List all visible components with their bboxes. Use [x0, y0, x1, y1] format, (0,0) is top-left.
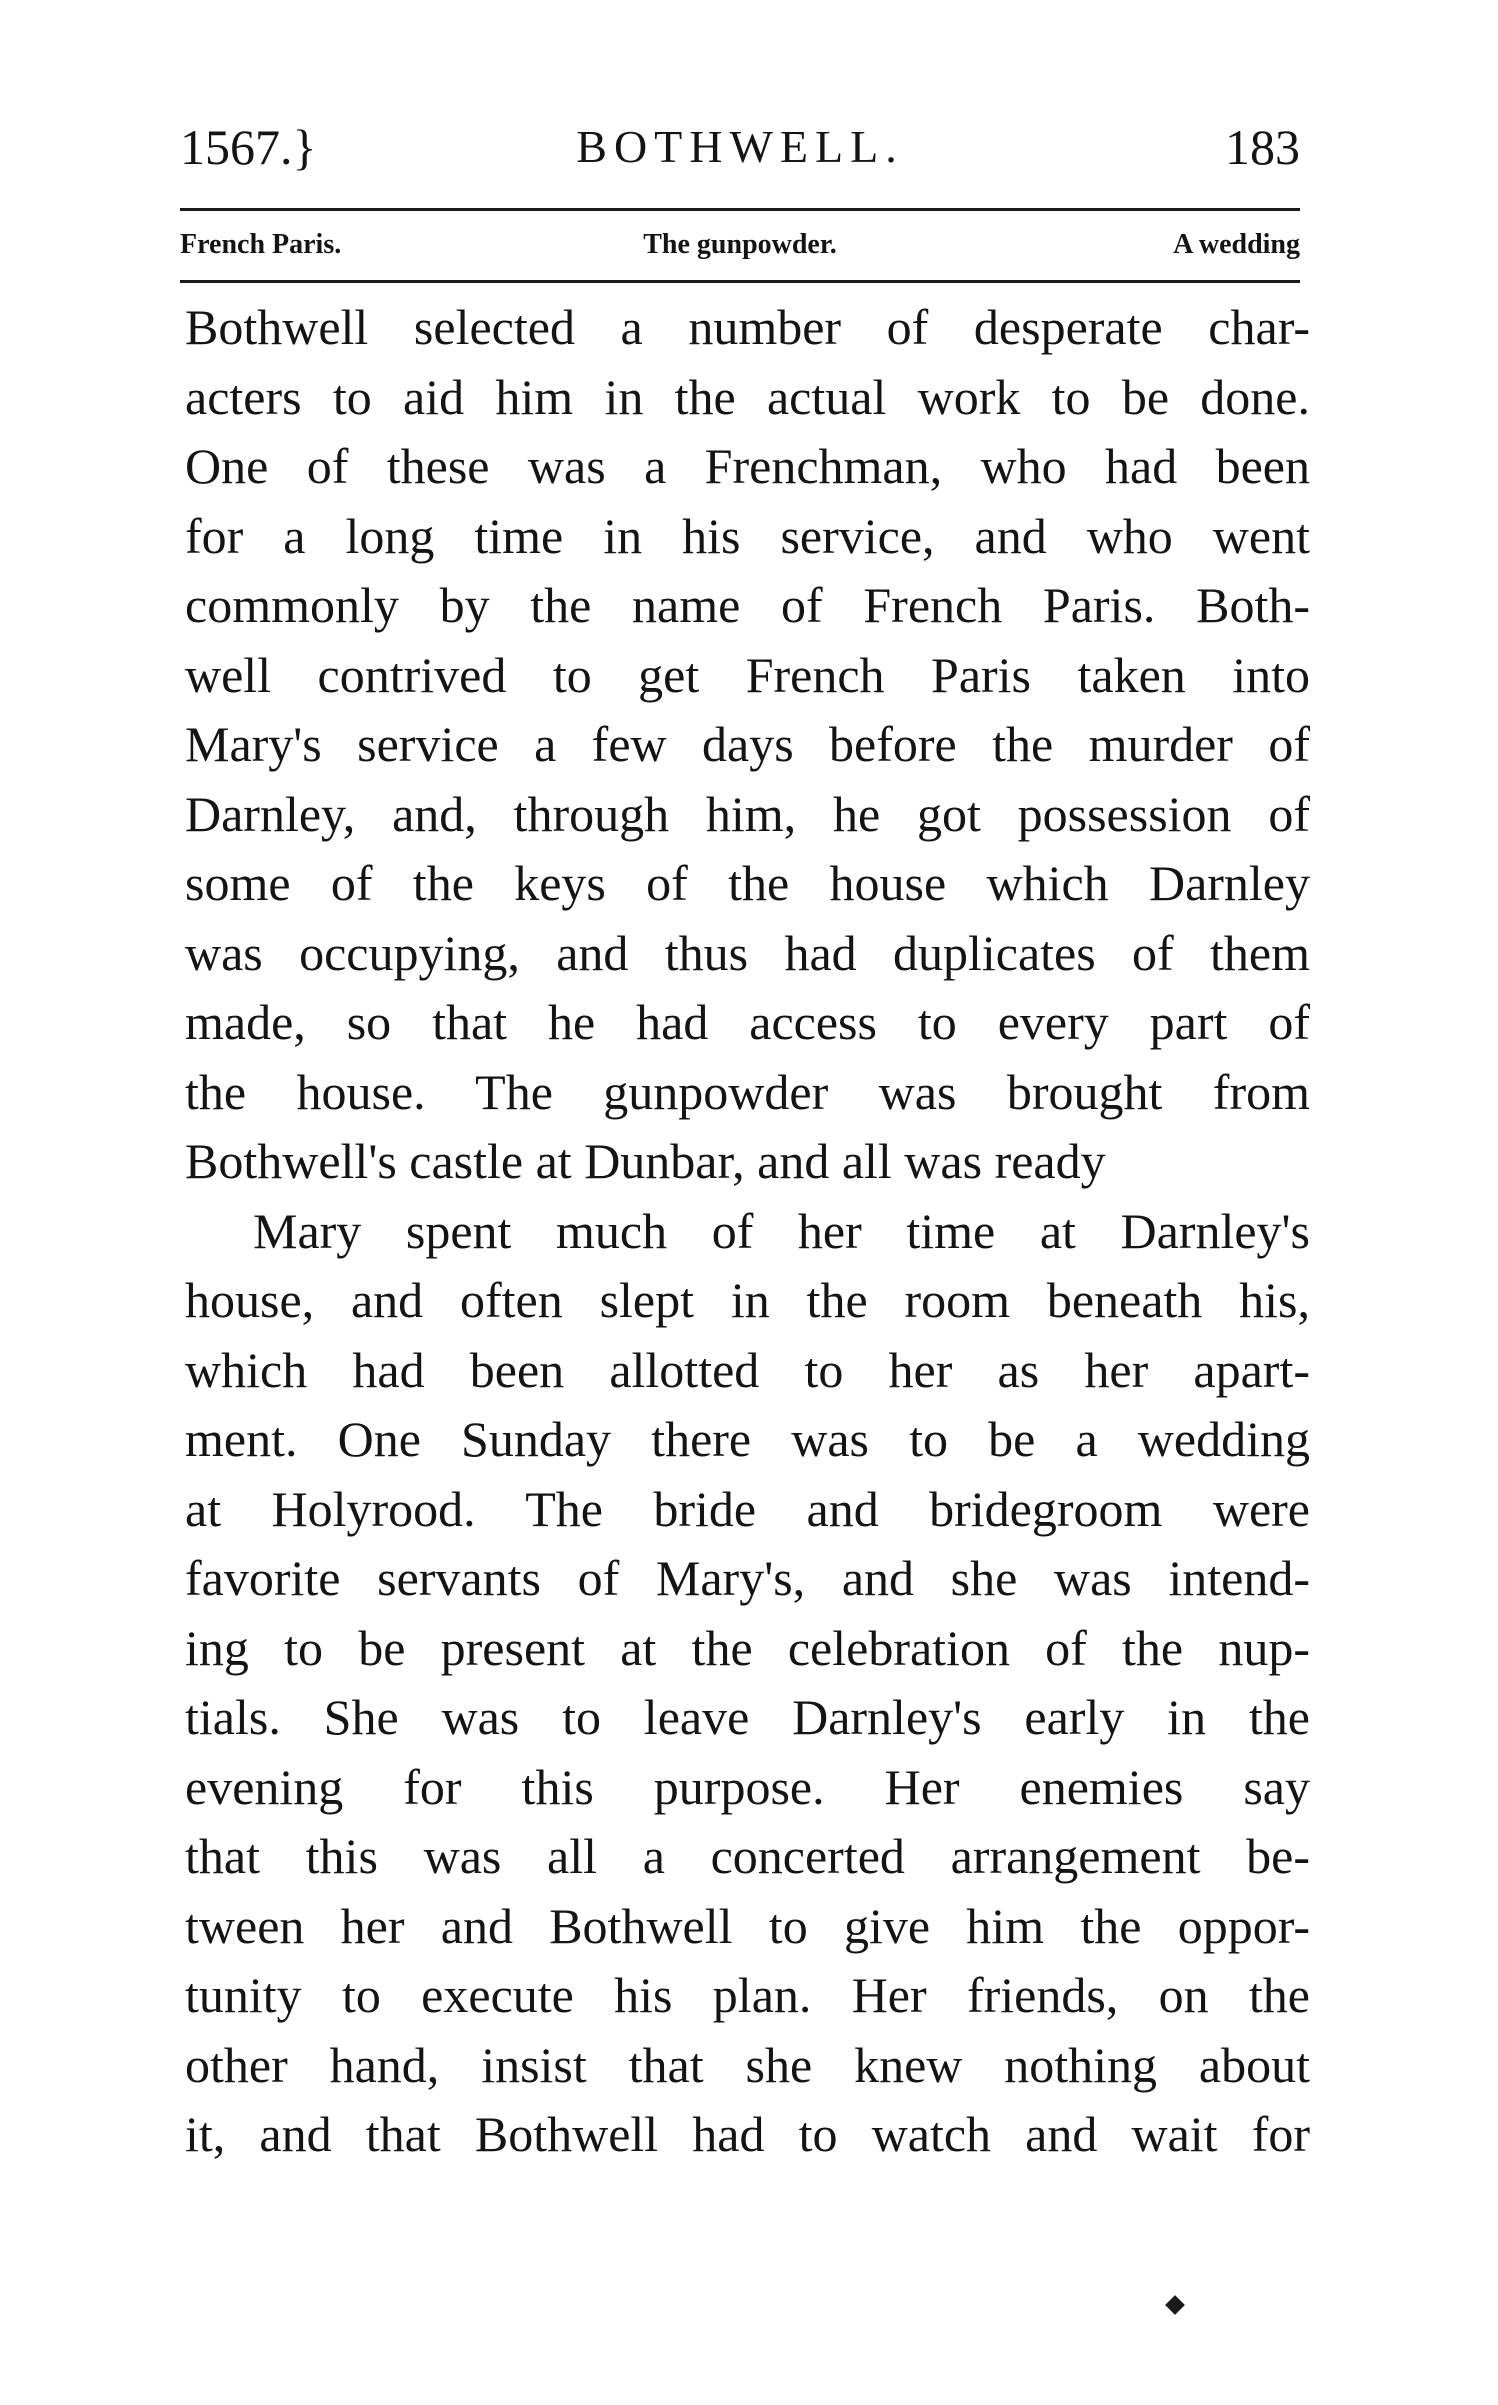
diamond-ornament-icon: [1165, 2295, 1185, 2315]
subhead-center: The gunpowder.: [643, 229, 837, 260]
text-line: that this was all a concerted arrangement be-: [185, 1828, 1310, 1884]
text-line: Mary spent much of her time at Darnley's: [253, 1202, 1310, 1259]
text-line: the house. The gunpowder was brought from: [185, 1063, 1310, 1120]
text-line: favorite servants of Mary's, and she was intend-: [185, 1550, 1310, 1606]
header-rule-top: [180, 208, 1300, 211]
text-line: made, so that he had access to every part of: [185, 994, 1310, 1050]
text-line: was occupying, and thus had duplicates of them: [185, 924, 1310, 981]
text-line: tunity to execute his plan. Her friends, on the: [185, 1967, 1310, 2023]
text-line: at Holyrood. The bride and bridegroom were: [185, 1480, 1310, 1537]
text-line: tials. She was to leave Darnley's early in the: [185, 1689, 1310, 1745]
page-number: 183: [1225, 119, 1300, 175]
text-line: Bothwell selected a number of desperate char-: [185, 299, 1310, 355]
text-line: well contrived to get French Paris taken into: [185, 646, 1310, 703]
text-line: some of the keys of the house which Darnley: [185, 855, 1310, 911]
subhead-left: French Paris.: [180, 229, 342, 260]
text-line: other hand, insist that she knew nothing about: [185, 2036, 1310, 2093]
paragraph-2: [185, 1197, 1310, 2170]
subhead-right: A wedding: [1173, 229, 1300, 260]
text-line: which had been allotted to her as her apart-: [185, 1341, 1310, 1398]
text-line: acters to aid him in the actual work to be done.: [185, 368, 1310, 425]
text-line: tween her and Bothwell to give him the oppor-: [185, 1897, 1310, 1954]
text-line: ment. One Sunday there was to be a wedding: [185, 1411, 1310, 1467]
text-line: it, and that Bothwell had to watch and wait for: [185, 2106, 1310, 2162]
text-line: house, and often slept in the room beneath his,: [185, 1272, 1310, 1328]
marginal-subheads: [180, 220, 1300, 270]
running-head-title: BOTHWELL.: [576, 121, 904, 172]
running-head-year: 1567.}: [180, 119, 317, 175]
text-line: Bothwell's castle at Dunbar, and all was ready: [185, 1133, 1106, 1189]
running-head: [180, 112, 1300, 182]
text-line: evening for this purpose. Her enemies say: [185, 1758, 1310, 1815]
paragraph-1: [185, 293, 1310, 1197]
text-line: for a long time in his service, and who went: [185, 507, 1310, 564]
header-rule-bottom: [180, 280, 1300, 283]
text-line: Darnley, and, through him, he got possession of: [185, 785, 1310, 842]
text-line: Mary's service a few days before the murder of: [185, 716, 1310, 772]
text-line: commonly by the name of French Paris. Both-: [185, 577, 1310, 633]
text-line: One of these was a Frenchman, who had been: [185, 438, 1310, 494]
body-text: [185, 293, 1310, 2170]
text-line: ing to be present at the celebration of the nup-: [185, 1619, 1310, 1676]
